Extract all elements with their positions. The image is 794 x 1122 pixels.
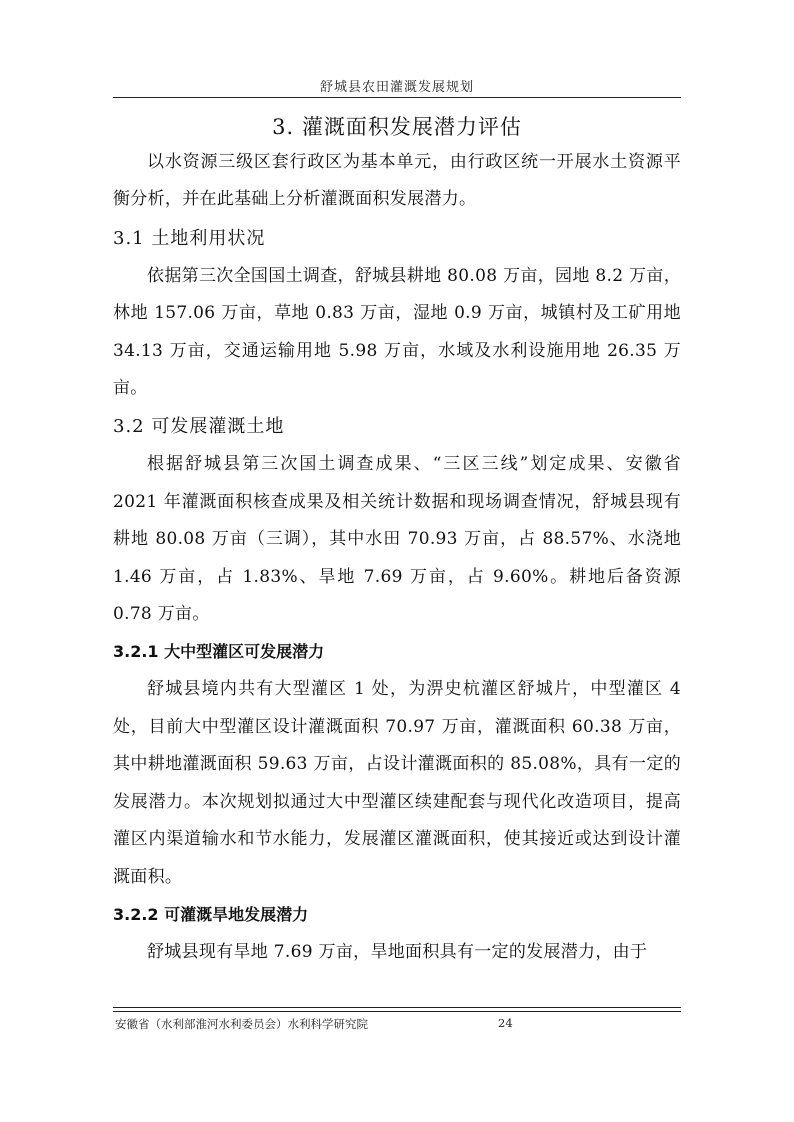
irrigable-land-paragraph: 根据舒城县第三次国土调查成果、“三区三线”划定成果、安徽省 2021 年灌溉面积核查成果及相关统计数据和现场调查情况，舒城县现有耕地 80.08 万亩（三调），其中水田 70.93 万亩，占 88.57%、水浇地 1.46 万亩，占 1.83%、旱地 7.69 万亩，占 9.60%。耕地后备资源 0.78 万亩。: [113, 454, 681, 625]
footer-rule-thick: [113, 1007, 681, 1008]
running-header-title: 舒城县农田灌溉发展规划: [319, 80, 474, 95]
section-title: 3. 灌溉面积发展潜力评估: [272, 115, 522, 139]
heading-3-2: 3.2 可发展灌溉土地: [113, 416, 285, 438]
large-medium-irrigation-paragraph: 舒城县境内共有大型灌区 1 处，为淠史杭灌区舒城片，中型灌区 4 处，目前大中型灌区设计灌溉面积 70.97 万亩，灌溉面积 60.38 万亩，其中耕地灌溉面积 59.63 万亩，占设计灌溉面积的 85.08%，具有一定的发展潜力。本次规划拟通过大中型灌区续建配套与现代化改造项目，提高灌区内渠道输水和节水能力，发展灌区灌溉面积，使其接近或达到设计灌溉面积。: [113, 679, 681, 887]
page-number: 24: [498, 1016, 513, 1030]
header-rule: [113, 97, 681, 98]
section-intro-paragraph: 以水资源三级区套行政区为基本单元，由行政区统一开展水土资源平衡分析，并在此基础上分析灌溉面积发展潜力。: [113, 152, 681, 210]
dryland-potential-paragraph: 舒城县现有旱地 7.69 万亩，旱地面积具有一定的发展潜力，由于: [147, 941, 648, 962]
land-use-paragraph: 依据第三次全国国土调查，舒城县耕地 80.08 万亩，园地 8.2 万亩，林地 157.06 万亩，草地 0.83 万亩，湿地 0.9 万亩，城镇村及工矿用地 34.13 万亩，交通运输用地 5.98 万亩，水域及水利设施用地 26.35 万亩。: [113, 265, 681, 399]
heading-3-2-1: 3.2.1 大中型灌区可发展潜力: [113, 642, 325, 662]
heading-3-2-2: 3.2.2 可灌溉旱地发展潜力: [113, 904, 309, 924]
footer-rule-thin: [113, 1011, 681, 1012]
footer-organization: 安徽省（水利部淮河水利委员会）水利科学研究院: [115, 1017, 368, 1031]
page-content: [113, 110, 681, 971]
heading-3-1: 3.1 土地利用状况: [113, 227, 266, 249]
